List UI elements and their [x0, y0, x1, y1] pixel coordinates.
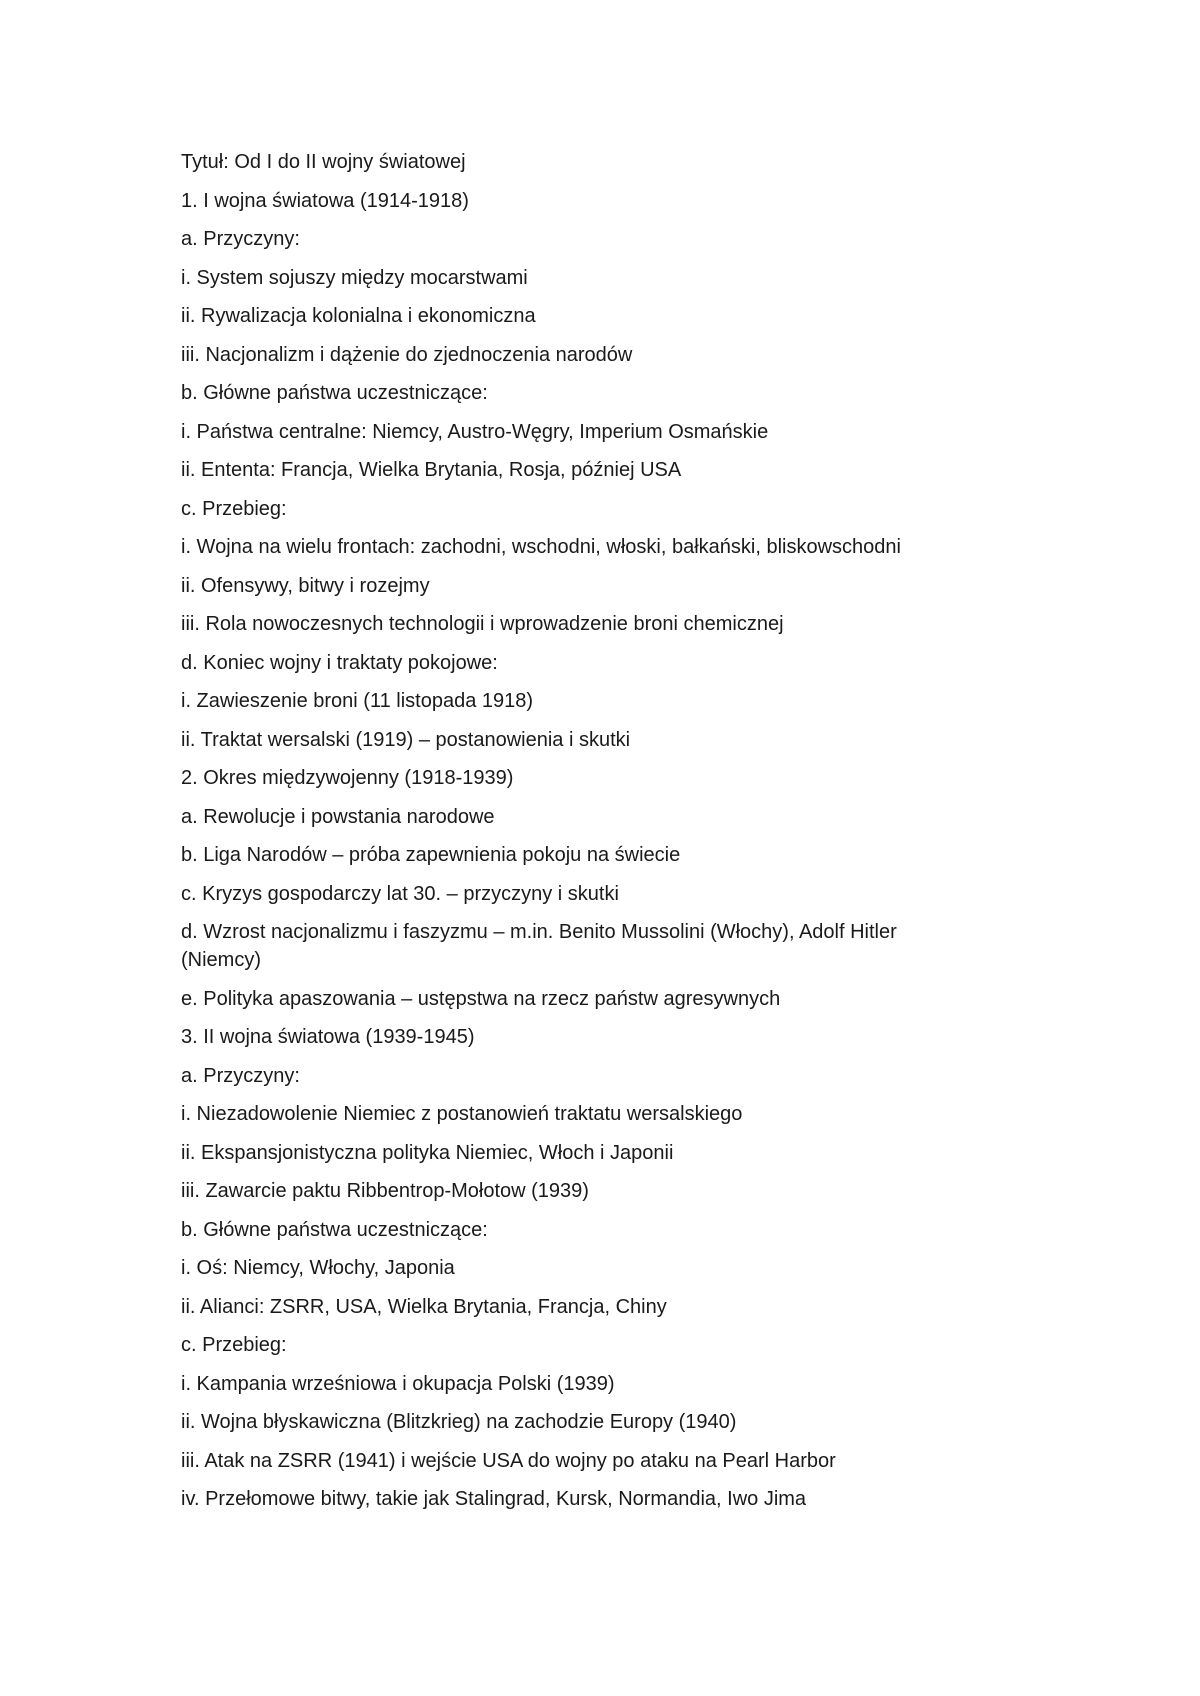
subsection-item: d. Wzrost nacjonalizmu i faszyzmu – m.in. Benito Mussolini (Włochy), Adolf Hitler (Niemcy) [181, 921, 897, 971]
section-heading: 3. II wojna światowa (1939-1945) [181, 1026, 475, 1048]
list-item: i. Niezadowolenie Niemiec z postanowień traktatu wersalskiego [181, 1103, 743, 1125]
subsection-heading: b. Główne państwa uczestniczące: [181, 382, 488, 404]
list-item: i. Wojna na wielu frontach: zachodni, wschodni, włoski, bałkański, bliskowschodni [181, 536, 901, 558]
section-heading: 1. I wojna światowa (1914-1918) [181, 189, 469, 212]
document-title: Tytuł: Od I do II wojny światowej [181, 151, 466, 173]
list-item: iv. Przełomowe bitwy, takie jak Stalingrad, Kursk, Normandia, Iwo Jima [181, 1488, 807, 1510]
section-heading: 2. Okres międzywojenny (1918-1939) [181, 767, 514, 789]
list-item: ii. Ekspansjonistyczna polityka Niemiec, Włoch i Japonii [181, 1141, 674, 1164]
list-item: ii. Alianci: ZSRR, USA, Wielka Brytania, Francja, Chiny [181, 1295, 667, 1318]
document-body [181, 148, 981, 1524]
subsection-heading: c. Przebieg: [181, 497, 287, 520]
subsection-heading: a. Przyczyny: [181, 1064, 300, 1087]
subsection-heading: d. Koniec wojny i traktaty pokojowe: [181, 651, 498, 674]
list-item: ii. Ententa: Francja, Wielka Brytania, Rosja, później USA [181, 459, 682, 481]
subsection-item: a. Rewolucje i powstania narodowe [181, 805, 495, 828]
list-item: i. Oś: Niemcy, Włochy, Japonia [181, 1257, 455, 1279]
list-item: i. Zawieszenie broni (11 listopada 1918) [181, 690, 534, 712]
list-item: ii. Ofensywy, bitwy i rozejmy [181, 574, 430, 597]
subsection-heading: a. Przyczyny: [181, 228, 300, 250]
subsection-item: b. Liga Narodów – próba zapewnienia pokoju na świecie [181, 844, 681, 866]
list-item: iii. Zawarcie paktu Ribbentrop-Mołotow (1939) [181, 1180, 589, 1202]
list-item: i. Państwa centralne: Niemcy, Austro-Węgry, Imperium Osmańskie [181, 420, 769, 443]
subsection-heading: b. Główne państwa uczestniczące: [181, 1218, 488, 1241]
list-item: ii. Wojna błyskawiczna (Blitzkrieg) na zachodzie Europy (1940) [181, 1411, 737, 1433]
list-item: iii. Nacjonalizm i dążenie do zjednoczenia narodów [181, 343, 633, 366]
subsection-item: e. Polityka apaszowania – ustępstwa na rzecz państw agresywnych [181, 987, 781, 1010]
list-item: i. Kampania wrześniowa i okupacja Polski (1939) [181, 1372, 615, 1395]
list-item: ii. Rywalizacja kolonialna i ekonomiczna [181, 305, 536, 327]
subsection-heading: c. Przebieg: [181, 1334, 287, 1356]
list-item: i. System sojuszy między mocarstwami [181, 266, 528, 289]
list-item: iii. Atak na ZSRR (1941) i wejście USA do wojny po ataku na Pearl Harbor [181, 1449, 836, 1472]
list-item: iii. Rola nowoczesnych technologii i wprowadzenie broni chemicznej [181, 613, 784, 635]
list-item: ii. Traktat wersalski (1919) – postanowienia i skutki [181, 728, 631, 751]
subsection-item: c. Kryzys gospodarczy lat 30. – przyczyny i skutki [181, 882, 619, 905]
